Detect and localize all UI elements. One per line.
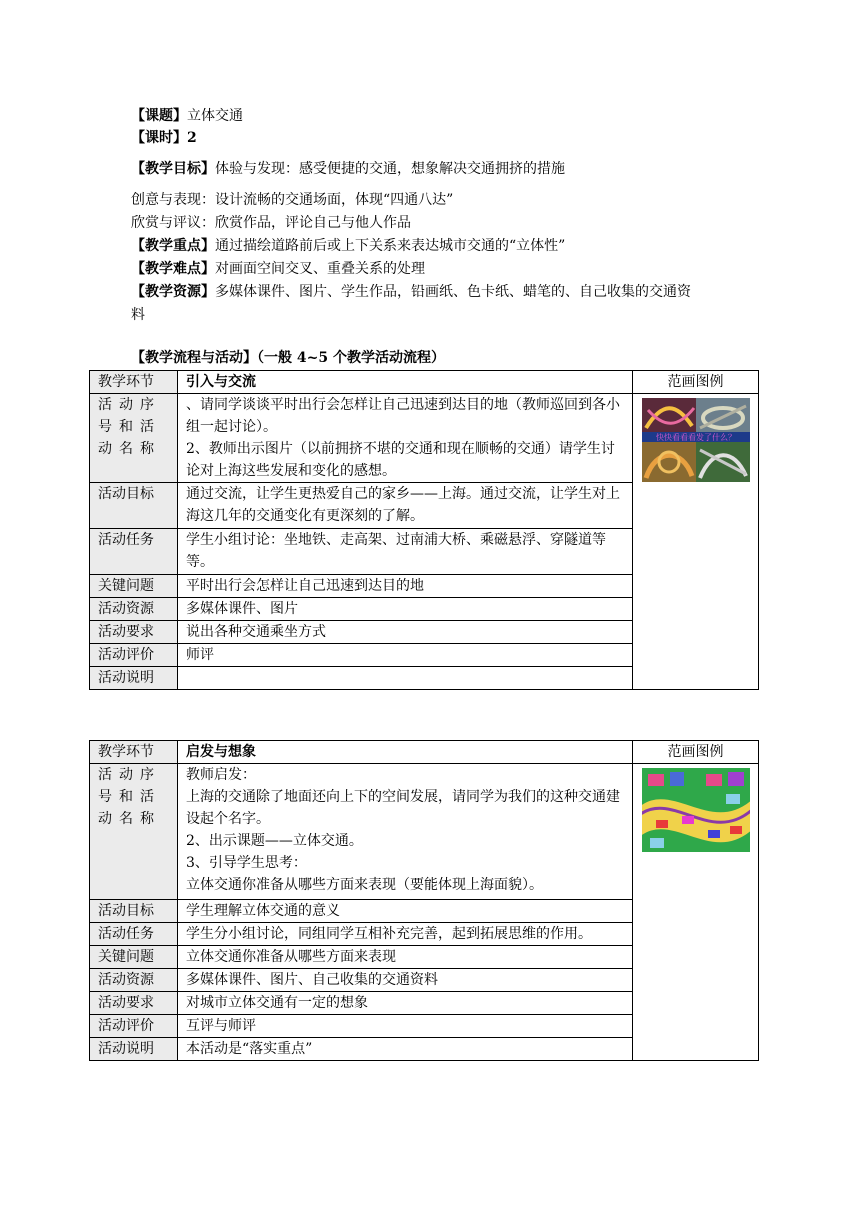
stage-name: 引入与交流 — [178, 371, 633, 394]
row-content-activity-notes: 本活动是“落实重点” — [178, 1038, 633, 1061]
lesson-period-label: 【课时】 — [131, 130, 187, 146]
lesson-title-label: 【课题】 — [131, 108, 187, 124]
teaching-resource-value: 多媒体课件、图片、学生作品，铅画纸、色卡纸、蜡笔的、自己收集的交通资 — [215, 284, 691, 300]
row-label-activity-evaluation: 活动评价 — [90, 644, 178, 667]
row-content-activity-resource: 多媒体课件、图片、自己收集的交通资料 — [178, 969, 633, 992]
row-content-activity-goal: 通过交流，让学生更热爱自己的家乡——上海。通过交流，让学生对上海这几年的交通变化有更深刻的了解。 — [178, 483, 633, 529]
row-content-activity-name: 、请同学谈谈平时出行会怎样让自己迅速到达目的地（教师巡回到各小组一起讨论）。 2、教师出示图片（以前拥挤不堪的交通和现在顺畅的交通）请学生讨论对上海这些发展和变化的感想。 — [178, 394, 633, 483]
example-image-cell — [633, 394, 759, 690]
teaching-goal-line-3: 欣赏与评议：欣赏作品，评论自己与他人作品 — [131, 215, 411, 231]
teaching-difficulty-label: 【教学难点】 — [131, 261, 215, 277]
teaching-goal-line — [131, 159, 771, 179]
row-label-activity-task: 活动任务 — [90, 923, 178, 946]
lesson-period-value: 2 — [187, 130, 197, 146]
row-label-activity-task: 活动任务 — [90, 529, 178, 575]
example-label: 范画图例 — [633, 741, 759, 764]
lesson-title-value: 立体交通 — [187, 108, 243, 124]
row-content-activity-notes — [178, 667, 633, 690]
teaching-goal-label: 【教学目标】 — [131, 161, 215, 177]
row-label-activity-name: 活动序号和活动名称 — [90, 394, 178, 483]
teaching-resource-line — [131, 282, 771, 302]
svg-text:快快看看看发了什么？: 快快看看看发了什么？ — [655, 433, 736, 442]
teaching-key-line — [131, 236, 771, 256]
stage-label: 教学环节 — [90, 371, 178, 394]
teaching-resource-line-2: 料 — [131, 307, 145, 323]
row-label-activity-requirement: 活动要求 — [90, 621, 178, 644]
teaching-flow-label: 【教学流程与活动】 — [131, 350, 257, 366]
example-label: 范画图例 — [633, 371, 759, 394]
row-label-activity-notes: 活动说明 — [90, 667, 178, 690]
row-content-activity-evaluation: 师评 — [178, 644, 633, 667]
example-image-cell — [633, 764, 759, 1061]
row-label-key-question: 关键问题 — [90, 946, 178, 969]
lesson-title-line — [131, 106, 771, 126]
row-content-activity-goal: 学生理解立体交通的意义 — [178, 900, 633, 923]
stage-name: 启发与想象 — [178, 741, 633, 764]
row-label-activity-name: 活动序号和活动名称 — [90, 764, 178, 900]
row-content-key-question: 立体交通你准备从哪些方面来表现 — [178, 946, 633, 969]
activity-table-2 — [89, 740, 759, 1061]
row-content-activity-task: 学生小组讨论：坐地铁、走高架、过南浦大桥、乘磁悬浮、穿隧道等等。 — [178, 529, 633, 575]
row-label-activity-evaluation: 活动评价 — [90, 1015, 178, 1038]
row-label-activity-resource: 活动资源 — [90, 598, 178, 621]
teaching-resource-label: 【教学资源】 — [131, 284, 215, 300]
row-content-activity-requirement: 对城市立体交通有一定的想象 — [178, 992, 633, 1015]
row-content-activity-name: 教师启发： 上海的交通除了地面还向上下的空间发展，请同学为我们的这种交通建设起个名字。 2、出示课题——立体交通。 3、引导学生思考： 立体交通你准备从哪些方面来表现（要能体现上海面貌）。 — [178, 764, 633, 900]
row-content-activity-task: 学生分小组讨论，同组同学互相补充完善，起到拓展思维的作用。 — [178, 923, 633, 946]
stage-label: 教学环节 — [90, 741, 178, 764]
row-label-activity-notes: 活动说明 — [90, 1038, 178, 1061]
teaching-flow-note: （一般 4~5 个教学活动流程） — [257, 350, 445, 366]
student-drawing-image — [642, 768, 750, 852]
row-label-activity-goal: 活动目标 — [90, 900, 178, 923]
teaching-key-value: 通过描绘道路前后或上下关系来表达城市交通的“立体性” — [215, 238, 566, 254]
row-content-activity-requirement: 说出各种交通乘坐方式 — [178, 621, 633, 644]
row-label-activity-resource: 活动资源 — [90, 969, 178, 992]
teaching-goal-value: 体验与发现：感受便捷的交通，想象解决交通拥挤的措施 — [215, 161, 565, 177]
teaching-flow-line — [131, 348, 771, 368]
lesson-period-line — [131, 128, 771, 148]
activity-table-1 — [89, 370, 759, 690]
teaching-difficulty-value: 对画面空间交叉、重叠关系的处理 — [215, 261, 425, 277]
row-content-activity-resource: 多媒体课件、图片 — [178, 598, 633, 621]
row-label-key-question: 关键问题 — [90, 575, 178, 598]
row-label-activity-goal: 活动目标 — [90, 483, 178, 529]
teaching-goal-line-2: 创意与表现：设计流畅的交通场面，体现“四通八达” — [131, 192, 454, 208]
teaching-difficulty-line — [131, 259, 771, 279]
row-content-activity-evaluation: 互评与师评 — [178, 1015, 633, 1038]
row-content-key-question: 平时出行会怎样让自己迅速到达目的地 — [178, 575, 633, 598]
traffic-photo-collage — [642, 398, 750, 482]
teaching-key-label: 【教学重点】 — [131, 238, 215, 254]
row-label-activity-requirement: 活动要求 — [90, 992, 178, 1015]
